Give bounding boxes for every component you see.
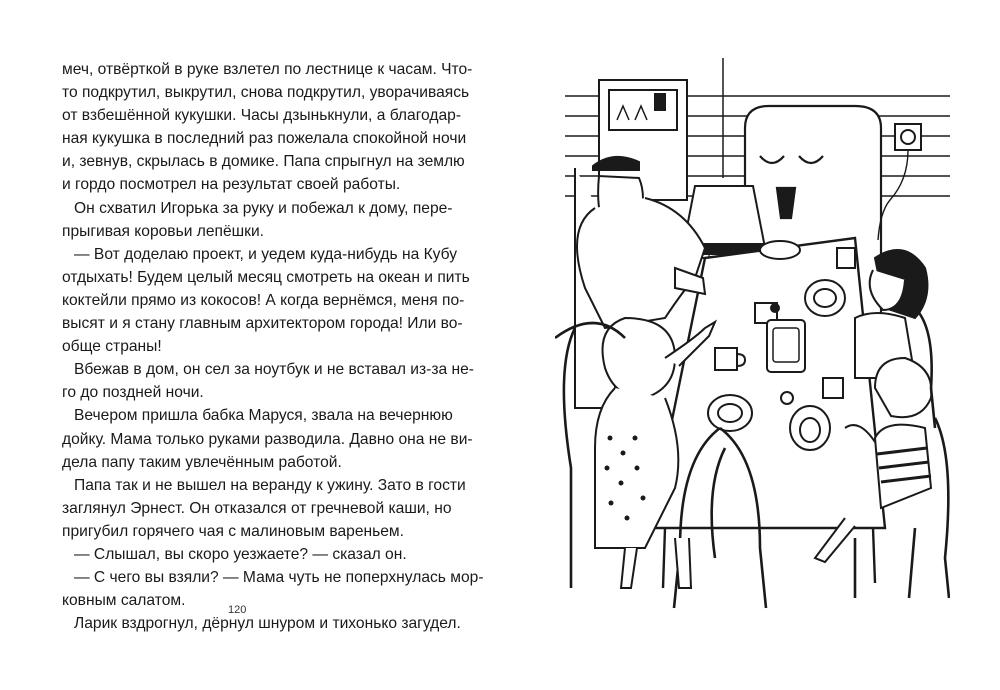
text-line: Ларик вздрогнул, дёрнул шнуром и тихонько загудел. xyxy=(74,615,461,633)
text-line: Он схватил Игорька за руку и побежал к дому, пере- xyxy=(74,199,453,217)
text-line: дела папу таким увлечённым работой. xyxy=(62,453,342,471)
text-line: го до поздней ночи. xyxy=(62,384,204,402)
text-line: и, зевнув, скрылась в домике. Папа спрыгнул на землю xyxy=(62,153,465,171)
text-line: Папа так и не вышел на веранду к ужину. Зато в гости xyxy=(74,476,466,494)
text-line: от взбешённой кукушки. Часы дзынькнули, а благодар- xyxy=(62,107,462,125)
text-line: и гордо посмотрел на результат своей работы. xyxy=(62,176,401,194)
text-line: — С чего вы взяли? — Мама чуть не поперхнулась мор- xyxy=(74,569,484,587)
text-line: Вбежав в дом, он сел за ноутбук и не вставал из-за не- xyxy=(74,361,474,379)
text-line: заглянул Эрнест. Он отказался от гречневой каши, но xyxy=(62,499,452,517)
text-line: высят и я стану главным архитектором города! Или во- xyxy=(62,315,463,333)
text-line: обще страны! xyxy=(62,338,162,356)
text-line: ная кукушка в последний раз пожелала спокойной ночи xyxy=(62,130,467,148)
text-line: меч, отвёрткой в руке взлетел по лестнице к часам. Что- xyxy=(62,61,473,78)
text-line: дойку. Мама только руками разводила. Давно она не ви- xyxy=(62,430,473,448)
text-line: отдыхать! Будем целый месяц смотреть на океан и пить xyxy=(62,268,470,286)
text-line: коктейли прямо из кокосов! А когда вернёмся, меня по- xyxy=(62,291,465,309)
body-text xyxy=(62,58,484,635)
text-line: — Слышал, вы скоро уезжаете? — сказал он. xyxy=(74,545,407,563)
text-line: то подкрутил, выкрутил, снова подкрутил, уворачиваясь xyxy=(62,84,470,102)
page-number: 120 xyxy=(228,604,247,616)
text-line: Вечером пришла бабка Маруся, звала на вечернюю xyxy=(74,407,453,425)
text-line: — Вот доделаю проект, и уедем куда-нибудь на Кубу xyxy=(74,245,458,263)
dinner-table-illustration xyxy=(555,58,950,618)
text-line: ковным салатом. xyxy=(62,592,186,610)
text-line: прыгивая коровьи лепёшки. xyxy=(62,222,265,240)
text-line: пригубил горячего чая с малиновым вареньем. xyxy=(62,522,404,540)
wall-socket xyxy=(878,124,921,240)
